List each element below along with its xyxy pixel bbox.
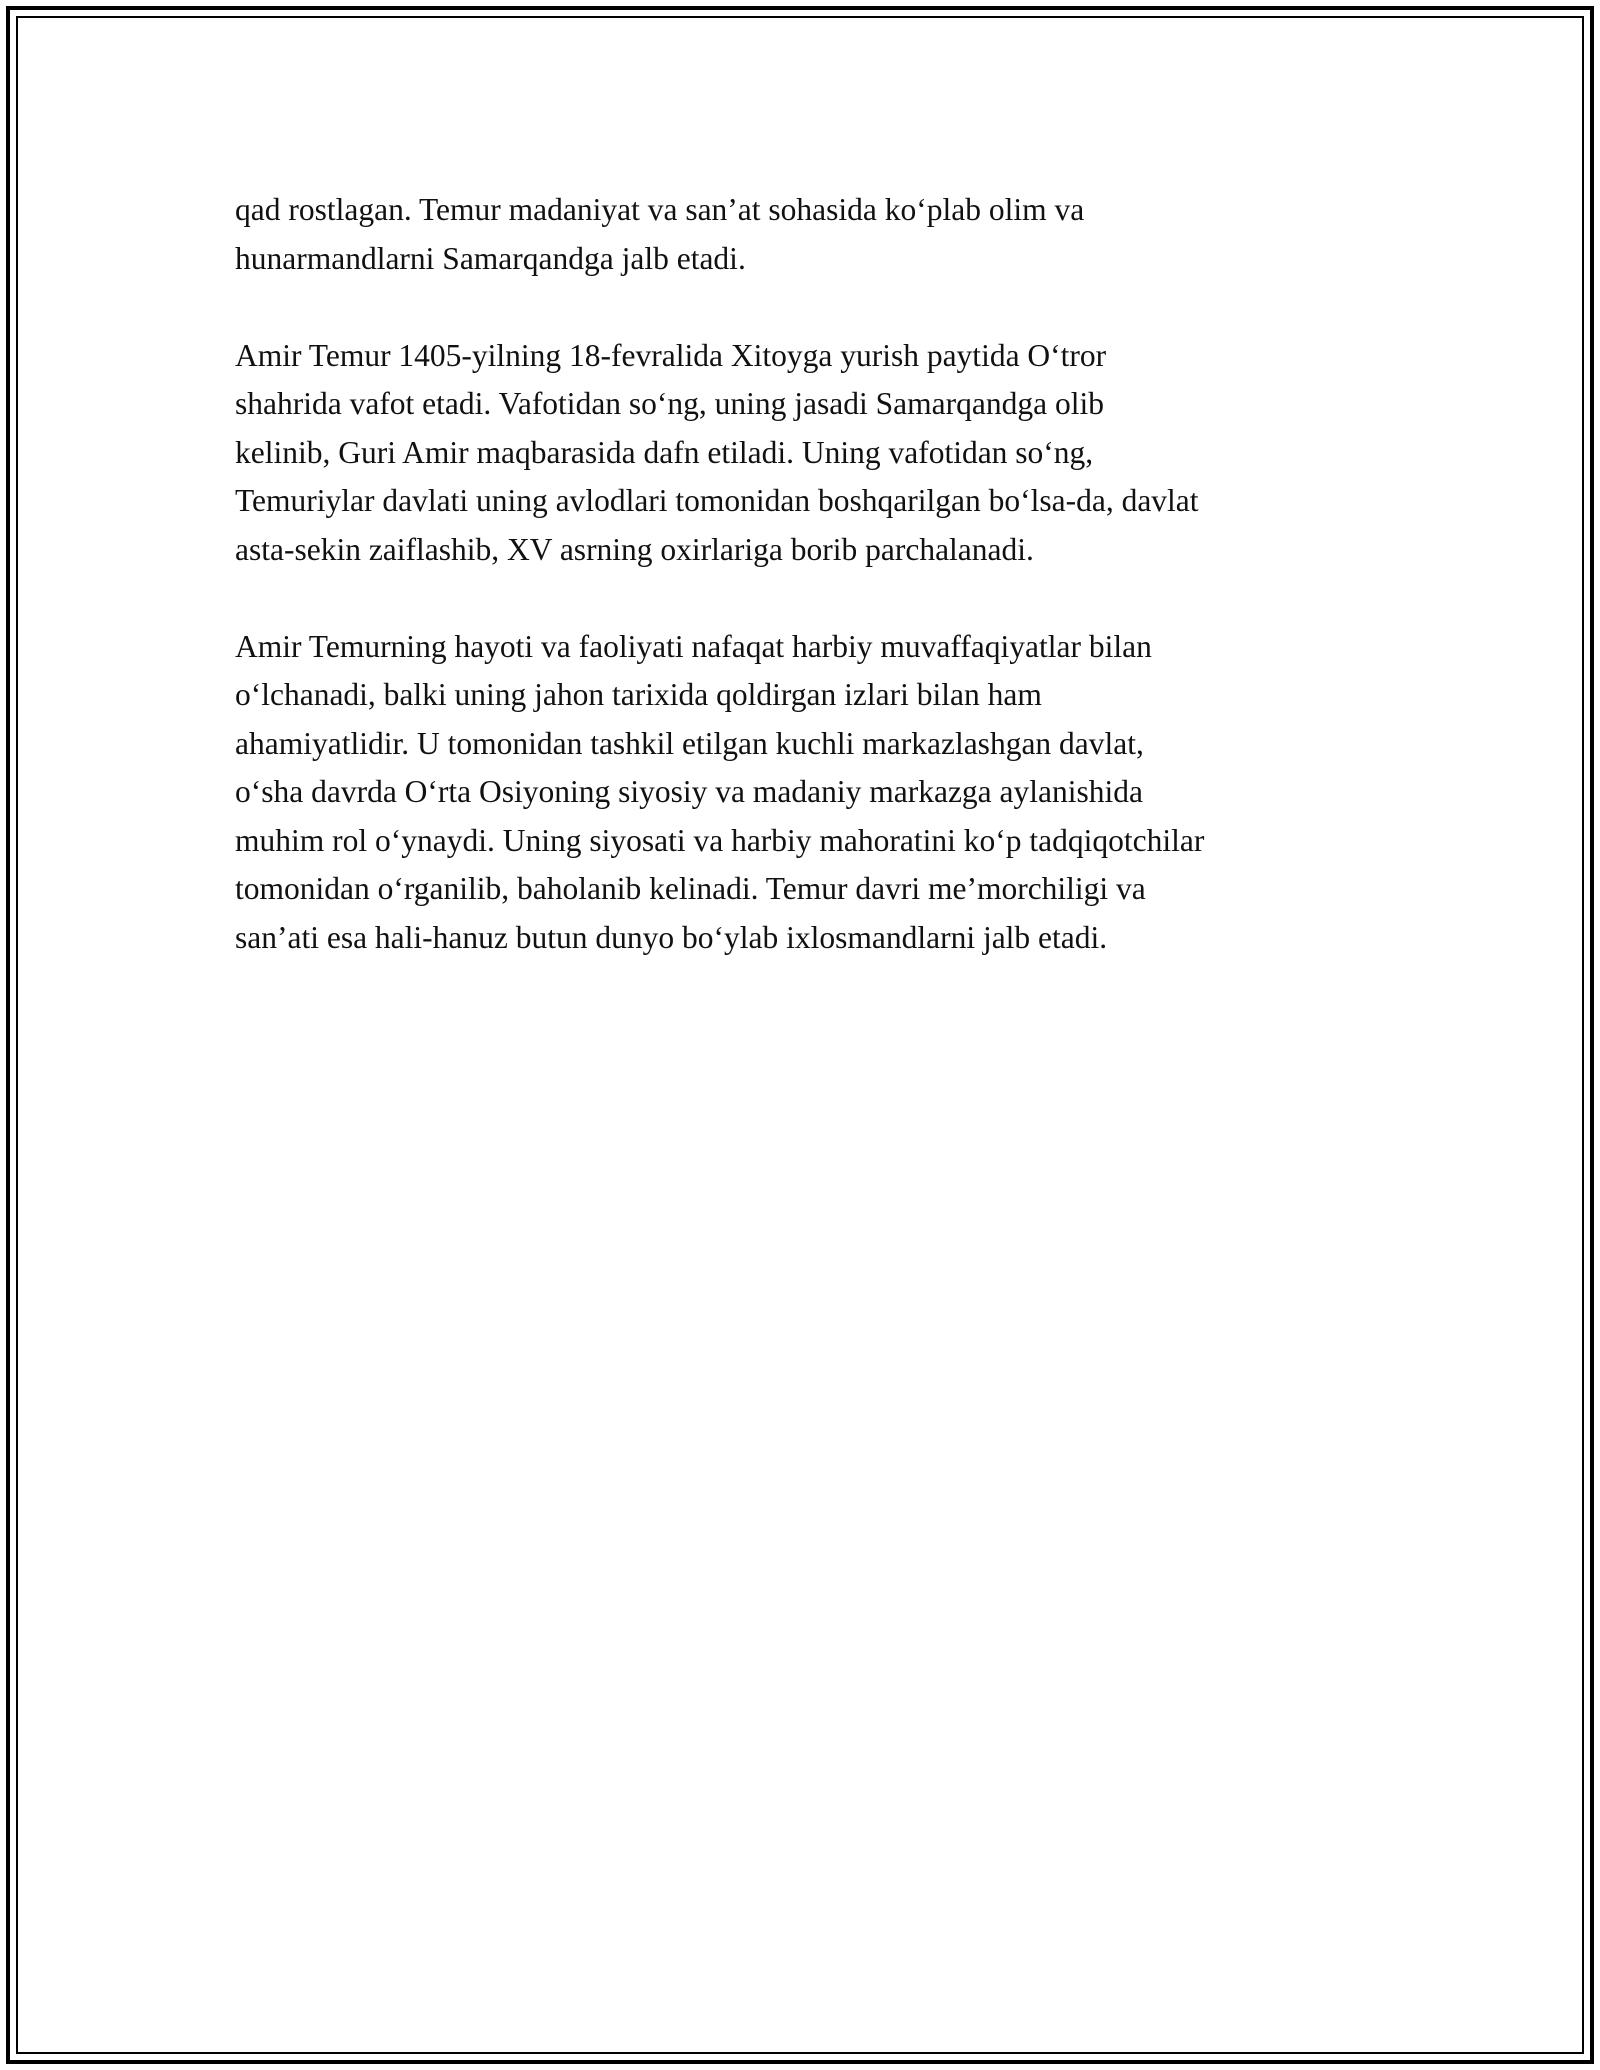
paragraph-1: qad rostlagan. Temur madaniyat va san’at sohasida ko‘plab olim va hunarmandlarni Samarqandga jalb etadi. (235, 192, 1085, 276)
document-body (235, 186, 1375, 962)
paragraph-2: Amir Temur 1405-yilning 18-fevralida Xitoyga yurish paytida O‘tror shahrida vafot etadi. Vafotidan so‘ng, uning jasadi Samarqandga olib kelinib, Guri Amir maqbarasida dafn etiladi. Uning vafotidan so‘ng, Temuriylar davlati uning avlodlari tomonidan boshqarilgan bo‘lsa-da, davlat asta-sekin zaiflashib, XV asrning oxirlariga borib parchalanadi. (235, 337, 1199, 567)
paragraph-3: Amir Temurning hayoti va faoliyati nafaqat harbiy muvaffaqiyatlar bilan o‘lchanadi, balki uning jahon tarixida qoldirgan izlari bilan ham ahamiyatlidir. U tomonidan tashkil etilgan kuchli markazlashgan davlat, o‘sha davrda O‘rta Osiyoning siyosiy va madaniy markazga aylanishida muhim rol o‘ynaydi. Uning siyosati va harbiy mahoratini ko‘p tadqiqotchilar tomonidan o‘rganilib, baholanib kelinadi. Temur davri me’morchiligi va san’ati esa hali-hanuz butun dunyo bo‘ylab ixlosmandlarni jalb etadi. (235, 628, 1205, 955)
